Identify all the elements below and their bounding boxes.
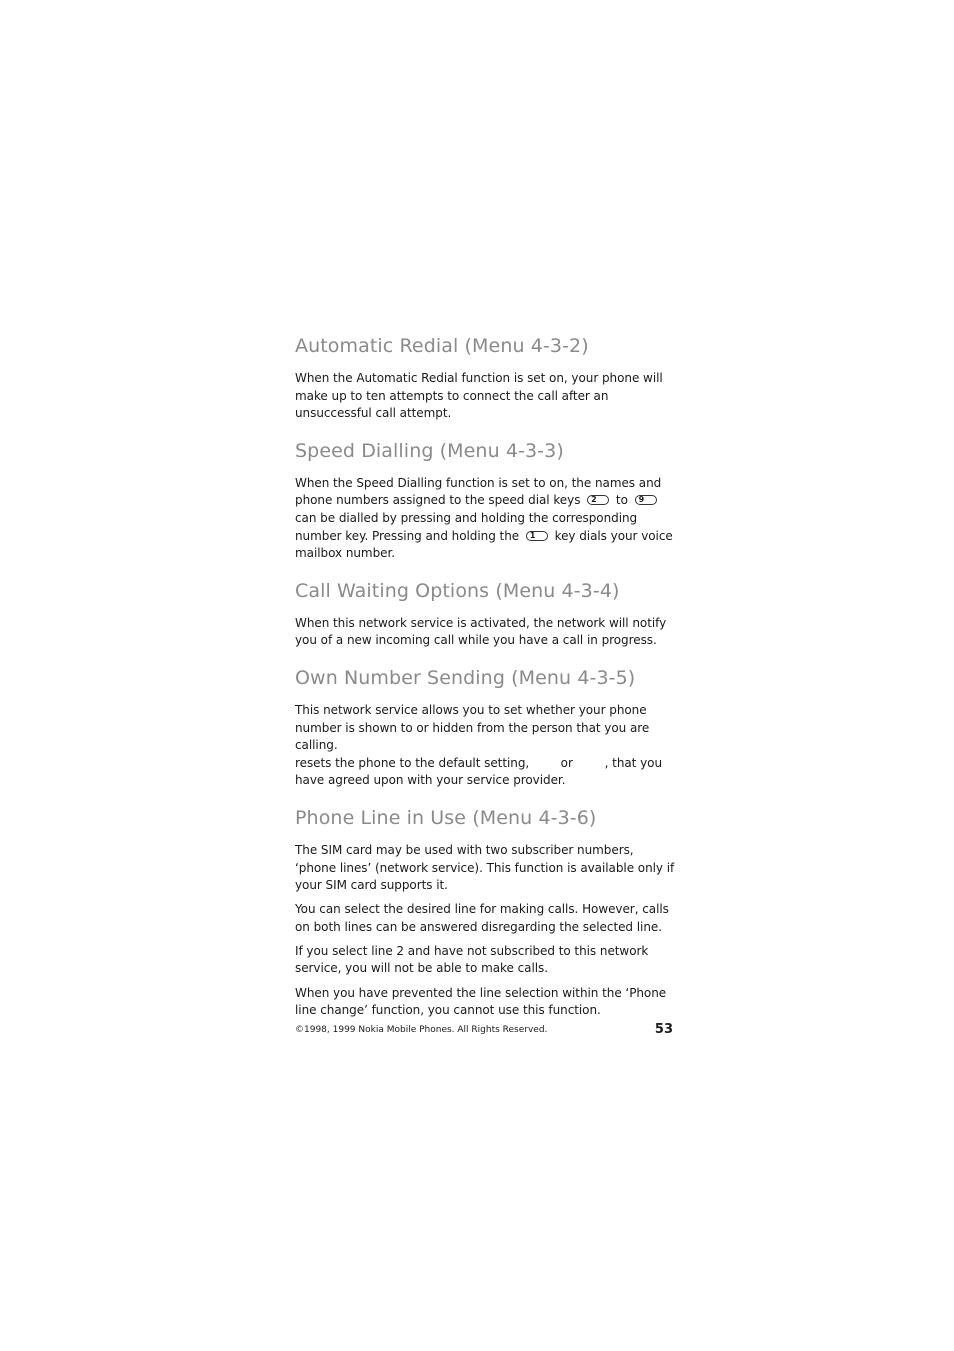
section-own-number-sending (295, 664, 675, 790)
heading-phone-line: Phone Line in Use (Menu 4-3-6) (295, 806, 597, 829)
heading-own-number-sending: Own Number Sending (Menu 4-3-5) (295, 666, 636, 689)
paragraph (295, 702, 675, 790)
section-phone-line (295, 804, 675, 1020)
page-number: 53 (654, 1022, 673, 1037)
paragraph: When you have prevented the line selection within the ‘Phone line change’ function, you cannot use this function. (295, 985, 667, 1018)
heading-call-waiting: Call Waiting Options (Menu 4-3-4) (295, 579, 620, 602)
paragraph: If you select line 2 and have not subscribed to this network service, you will not be able to make calls. (295, 943, 649, 976)
key-9-icon: 9 (635, 495, 657, 505)
key-2-icon: 2 (587, 495, 609, 505)
paragraph: When the Automatic Redial function is set on, your phone will make up to ten attempts to connect the call after an unsuccessful call attempt. (295, 371, 663, 421)
heading-automatic-redial: Automatic Redial (Menu 4-3-2) (295, 335, 589, 357)
text: to (612, 493, 632, 508)
section-speed-dialling (295, 437, 675, 563)
text: When the Speed Dialling function is set to on, the names and phone numbers assigned to the speed dial keys (295, 475, 662, 508)
paragraph: You can select the desired line for making calls. However, calls on both lines can be answered disregarding the selected line. (295, 902, 669, 934)
text: This network service allows you to set whether your phone number is shown to or hidden from the person that you are calling. (295, 702, 650, 753)
page-content (295, 332, 675, 1034)
heading-speed-dialling: Speed Dialling (Menu 4-3-3) (295, 439, 564, 462)
text: key dials your voice mailbox number. (295, 528, 673, 561)
text: , that you have agreed upon with your service provider. (295, 755, 663, 788)
text: or (556, 755, 577, 770)
key-1-icon: 1 (526, 531, 548, 541)
text: resets the phone to the default setting, (295, 755, 533, 770)
section-automatic-redial (295, 332, 675, 423)
paragraph: The SIM card may be used with two subscriber numbers, ‘phone lines’ (network service). This function is available only if your SIM card supports it. (295, 842, 675, 893)
paragraph: When this network service is activated, the network will notify you of a new incoming call while you have a call in progress. (295, 615, 667, 648)
copyright-notice: ©1998, 1999 Nokia Mobile Phones. All Rights Reserved. (295, 1025, 548, 1035)
text: can be dialled by pressing and holding the corresponding number key. Pressing and holding the (295, 510, 638, 543)
section-call-waiting (295, 577, 675, 650)
paragraph (295, 475, 675, 563)
